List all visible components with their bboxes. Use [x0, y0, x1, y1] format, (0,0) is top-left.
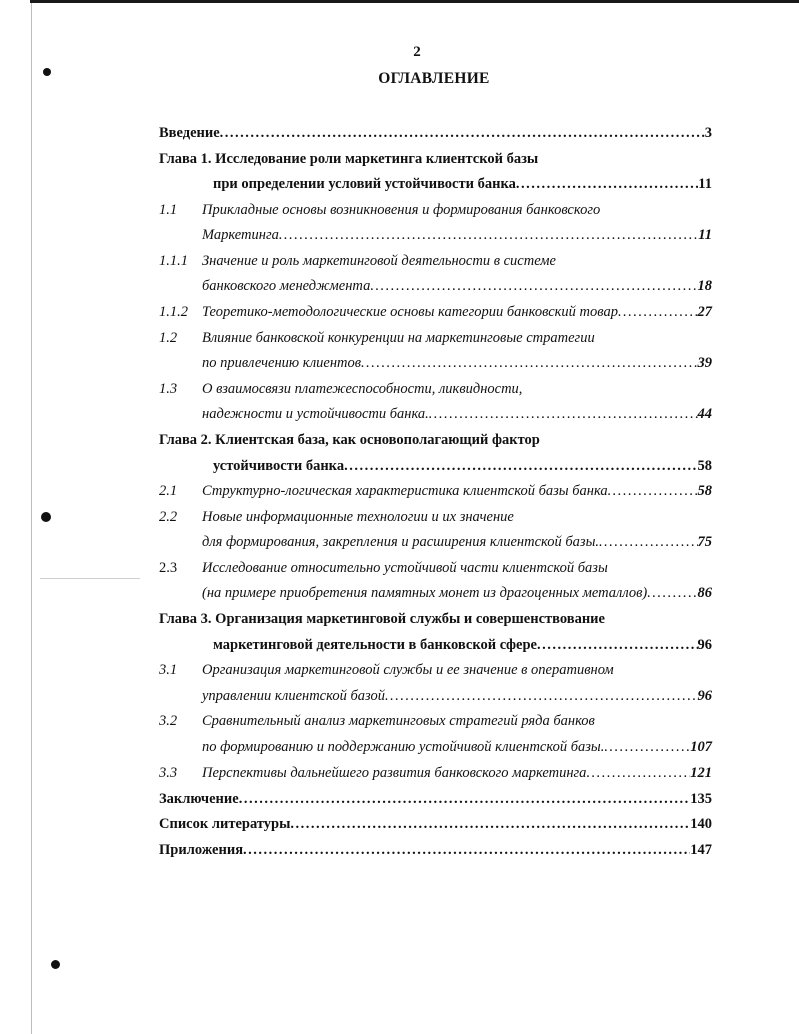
toc-section-1-3[interactable]: 1.3 О взаимосвязи платежеспособности, ликвидности, — [159, 381, 523, 397]
toc-section-1-1-1[interactable]: 1.1.1 Значение и роль маркетинговой деятельности в системе — [159, 253, 556, 269]
toc-section-2-2-cont[interactable]: для формирования, закрепления и расширения клиентской базы. ..... 75 — [159, 529, 712, 551]
toc-section-3-2[interactable]: 3.2 Сравнительный анализ маркетинговых стратегий ряда банков — [159, 713, 595, 729]
toc-section-3-1-cont[interactable]: управлении клиентской базой ..... 96 — [159, 683, 712, 705]
toc-section-3-3[interactable]: 3.3 Перспективы дальнейшего развития банковского маркетинга ..... 121 — [159, 760, 712, 782]
page-title: ОГЛАВЛЕНИЕ — [378, 70, 490, 87]
scan-dash-mark — [40, 578, 140, 579]
toc-chapter-1-title-cont[interactable]: при определении условий устойчивости банка ..... 11 — [159, 171, 712, 193]
toc-section-1-1[interactable]: 1.1 Прикладные основы возникновения и формирования банковского — [159, 202, 601, 218]
toc-section-3-1[interactable]: 3.1 Организация маркетинговой службы и ее значение в оперативном — [159, 662, 614, 678]
toc-section-1-1-1-cont[interactable]: банковского менеджмента ..... 18 — [159, 273, 712, 295]
toc-section-2-3[interactable]: 2.3 Исследование относительно устойчивой части клиентской базы — [159, 560, 608, 576]
toc-entry-conclusion[interactable]: Заключение ..... 135 — [159, 786, 712, 808]
toc-chapter-3-title[interactable]: Глава 3. Организация маркетинговой службы и совершенствование — [159, 611, 605, 627]
page-number: 2 — [413, 44, 421, 60]
toc-entry-references[interactable]: Список литературы ..... 140 — [159, 811, 712, 833]
toc-section-1-2[interactable]: 1.2 Влияние банковской конкуренции на маркетинговые стратегии — [159, 330, 595, 346]
toc-chapter-1-title[interactable]: Глава 1. Исследование роли маркетинга клиентской базы — [159, 151, 539, 167]
toc-chapter-3-title-cont[interactable]: маркетинговой деятельности в банковской сфере ..... 96 — [159, 632, 712, 654]
toc-section-2-1[interactable]: 2.1 Структурно-логическая характеристика клиентской базы банка ..... 58 — [159, 478, 712, 500]
toc-section-1-1-2[interactable]: 1.1.2 Теоретико-методологические основы категории банковский товар ..... 27 — [159, 299, 712, 321]
toc-section-2-3-cont[interactable]: (на примере приобретения памятных монет из драгоценных металлов) ..... 86 — [159, 580, 712, 602]
toc-section-3-2-cont[interactable]: по формированию и поддержанию устойчивой клиентской базы. ..... 107 — [159, 734, 712, 756]
scan-mark-middle — [41, 512, 51, 522]
toc-chapter-2-title[interactable]: Глава 2. Клиентская база, как основополагающий фактор — [159, 432, 540, 448]
toc-entry-appendix[interactable]: Приложения ..... 147 — [159, 837, 712, 859]
toc-section-1-2-cont[interactable]: по привлечению клиентов ..... 39 — [159, 350, 712, 372]
toc-section-2-2[interactable]: 2.2 Новые информационные технологии и их значение — [159, 509, 514, 525]
toc-section-1-1-cont[interactable]: Маркетинга ..... 11 — [159, 222, 712, 244]
toc-entry-intro[interactable]: Введение ..... 3 — [159, 120, 712, 142]
scan-border-top — [30, 0, 799, 3]
toc-section-1-3-cont[interactable]: надежности и устойчивости банка. ..... 44 — [159, 401, 712, 423]
scan-border-left — [31, 3, 32, 1034]
toc-chapter-2-title-cont[interactable]: устойчивости банка ..... 58 — [159, 453, 712, 475]
scan-mark-bottom — [51, 960, 60, 969]
